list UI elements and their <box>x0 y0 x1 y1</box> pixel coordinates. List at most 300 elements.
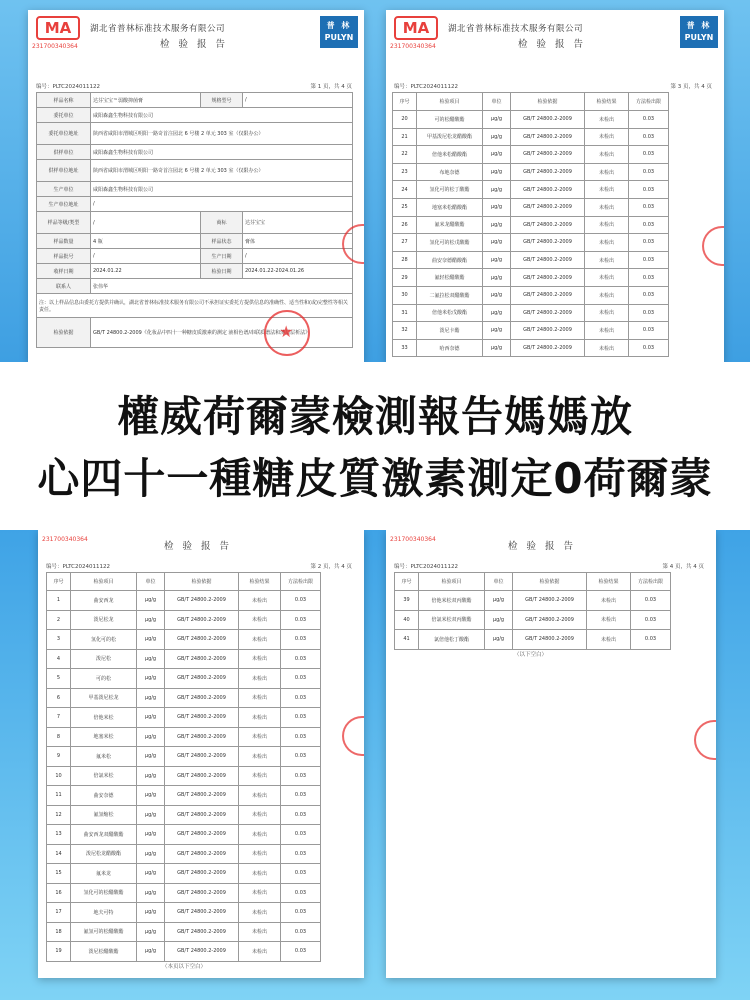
table-cell: μg/g <box>137 844 165 864</box>
table-cell: 0.03 <box>281 610 321 630</box>
table-cell: 氢化可的松醋酸酯 <box>71 883 137 903</box>
table-cell: 未检出 <box>239 747 281 767</box>
table-cell: 二氟拉松双醋酸酯 <box>417 286 483 304</box>
table-cell: GB/T 24800.2-2009 <box>165 864 239 884</box>
info-label: 供样单位 <box>37 145 91 160</box>
table-row <box>47 883 321 903</box>
column-header: 方法检出限 <box>631 573 671 591</box>
table-cell: 未检出 <box>585 234 629 252</box>
column-header: 序号 <box>47 573 71 591</box>
table-cell: 氯倍他松丁酸酯 <box>419 630 485 650</box>
info-value: 膏体 <box>243 234 353 249</box>
table-cell: 18 <box>47 922 71 942</box>
table-cell: 23 <box>393 163 417 181</box>
report-page-3 <box>386 10 724 362</box>
table-cell: 未检出 <box>587 610 631 630</box>
report-number: 编号：PLTC2024011122 <box>36 84 100 90</box>
column-header: 序号 <box>393 93 417 111</box>
table-cell: 未检出 <box>239 844 281 864</box>
info-value: / <box>91 212 201 234</box>
table-cell: 未检出 <box>585 216 629 234</box>
table-cell: GB/T 24800.2-2009 <box>165 883 239 903</box>
table-cell: 0.03 <box>629 163 669 181</box>
table-cell: 氢化可的松戊酸酯 <box>417 234 483 252</box>
table-row <box>47 864 321 884</box>
table-cell: μg/g <box>137 942 165 962</box>
info-value: 2024.01.22 <box>91 264 201 279</box>
table-row <box>47 708 321 728</box>
table-cell: 倍氯米松双丙酸酯 <box>419 610 485 630</box>
table-cell: 22 <box>393 146 417 164</box>
table-cell: 0.03 <box>281 844 321 864</box>
table-row <box>47 630 321 650</box>
table-cell: 氟氢缩松 <box>71 805 137 825</box>
table-cell: 31 <box>393 304 417 322</box>
report-number: 编号：PLTC2024011122 <box>394 564 458 570</box>
table-cell: 氟米松 <box>71 747 137 767</box>
info-label: 样品等级/类型 <box>37 212 91 234</box>
column-header: 检验依据 <box>511 93 585 111</box>
table-cell: 32 <box>393 322 417 340</box>
table-cell: 曲安西龙 <box>71 591 137 611</box>
table-cell: GB/T 24800.2-2009 <box>511 234 585 252</box>
info-label: 委托单位 <box>37 108 91 123</box>
table-cell: 泼尼松龙 <box>71 610 137 630</box>
table-cell: 泼尼松 <box>71 649 137 669</box>
info-value: / <box>243 249 353 264</box>
table-cell: 曲安西龙双醋酸酯 <box>71 825 137 845</box>
headline-line-2: 心四十一種糖皮質激素測定0荷爾蒙 <box>37 454 713 503</box>
table-cell: 21 <box>393 128 417 146</box>
table-cell: 倍他米松双丙酸酯 <box>419 591 485 611</box>
info-label: 收样日期 <box>37 264 91 279</box>
table-cell: 0.03 <box>281 747 321 767</box>
table-cell: 0.03 <box>629 286 669 304</box>
table-cell: 氟米龙 <box>71 864 137 884</box>
table-row <box>47 766 321 786</box>
table-cell: 未检出 <box>585 111 629 129</box>
table-cell: 氢化可的松 <box>71 630 137 650</box>
table-cell: GB/T 24800.2-2009 <box>511 146 585 164</box>
table-cell: GB/T 24800.2-2009 <box>165 942 239 962</box>
table-cell: GB/T 24800.2-2009 <box>165 825 239 845</box>
table-cell: 0.03 <box>629 304 669 322</box>
table-cell: 氟米龙醋酸酯 <box>417 216 483 234</box>
table-row <box>393 111 669 129</box>
info-value: / <box>91 197 353 212</box>
table-cell: 0.03 <box>281 864 321 884</box>
table-cell: 未检出 <box>239 727 281 747</box>
table-cell: 未检出 <box>585 286 629 304</box>
table-cell: GB/T 24800.2-2009 <box>511 181 585 199</box>
table-cell: 24 <box>393 181 417 199</box>
table-cell: 0.03 <box>281 883 321 903</box>
table-row <box>393 198 669 216</box>
table-cell: 未检出 <box>585 128 629 146</box>
column-header: 检验项目 <box>417 93 483 111</box>
table-cell: GB/T 24800.2-2009 <box>165 649 239 669</box>
table-row <box>47 942 321 962</box>
table-cell: 泼尼松龙醋酸酯 <box>71 844 137 864</box>
table-cell: 未检出 <box>239 903 281 923</box>
info-row <box>37 249 353 264</box>
table-cell: μg/g <box>483 111 511 129</box>
table-row <box>47 649 321 669</box>
info-label: 委托单位地址 <box>37 123 91 145</box>
table-row <box>47 903 321 923</box>
info-value: / <box>243 93 353 108</box>
report-page-2 <box>38 530 364 978</box>
table-cell: 泼尼卡酯 <box>417 322 483 340</box>
disclaimer-note: 注：以上样品信息由委托方提供并确认，湖北省普林标准技术服务有限公司不承担证实委托方提供信息的准确性、适当性和(或)完整性等相关责任。 <box>37 294 353 318</box>
table-cell: 0.03 <box>281 630 321 650</box>
table-cell: GB/T 24800.2-2009 <box>511 128 585 146</box>
table-row <box>393 181 669 199</box>
table-cell: 1 <box>47 591 71 611</box>
table-cell: μg/g <box>137 747 165 767</box>
table-row <box>395 610 671 630</box>
info-value: 达芬宝宝 <box>243 212 353 234</box>
table-cell: 33 <box>393 339 417 357</box>
table-cell: μg/g <box>137 688 165 708</box>
table-cell: 0.03 <box>281 669 321 689</box>
ma-code: 231700340364 <box>32 43 78 50</box>
basis-label: 检验依据 <box>37 318 91 348</box>
report-title: 检 验 报 告 <box>518 39 587 50</box>
table-cell: 未检出 <box>585 304 629 322</box>
column-header: 方法检出限 <box>281 573 321 591</box>
table-cell: μg/g <box>483 163 511 181</box>
info-row <box>37 123 353 145</box>
table-cell: 0.03 <box>629 251 669 269</box>
table-cell: 未检出 <box>239 922 281 942</box>
results-table-page-2 <box>46 572 321 962</box>
ma-code: 231700340364 <box>42 536 88 543</box>
column-header: 检验项目 <box>71 573 137 591</box>
table-cell: 未检出 <box>585 269 629 287</box>
page-number: 第 3 页，共 4 页 <box>670 84 712 90</box>
table-cell: 8 <box>47 727 71 747</box>
info-label: 样品批号 <box>37 249 91 264</box>
table-row <box>393 234 669 252</box>
table-cell: 未检出 <box>585 251 629 269</box>
column-header: 检验结果 <box>239 573 281 591</box>
info-value: 张伟华 <box>91 279 353 294</box>
table-cell: 0.03 <box>281 727 321 747</box>
page-number: 第 2 页，共 4 页 <box>310 564 352 570</box>
table-cell: μg/g <box>137 805 165 825</box>
table-cell: 未检出 <box>239 610 281 630</box>
table-cell: GB/T 24800.2-2009 <box>165 610 239 630</box>
table-cell: GB/T 24800.2-2009 <box>513 610 587 630</box>
basis-value: GB/T 24800.2-2009《化妆品中四十一种糖皮质激素的测定 液相色谱/串联质谱法和薄层层析法》 <box>91 318 353 348</box>
headline-line-1: 權威荷爾蒙檢測報告媽媽放 <box>116 392 633 441</box>
page-number: 第 1 页，共 4 页 <box>310 84 352 90</box>
table-cell: 甲基泼尼松龙醋酸酯 <box>417 128 483 146</box>
results-table-page-4 <box>394 572 671 650</box>
info-label: 样品状态 <box>201 234 243 249</box>
table-cell: 0.03 <box>281 922 321 942</box>
table-cell: 0.03 <box>631 591 671 611</box>
red-seal-icon <box>264 310 310 356</box>
end-of-page-note: （本页以下空白） <box>162 964 207 970</box>
table-cell: 未检出 <box>587 591 631 611</box>
results-table-page-3 <box>392 92 669 357</box>
table-cell: GB/T 24800.2-2009 <box>513 630 587 650</box>
ma-certification-logo: MA <box>394 16 438 40</box>
report-title: 检 验 报 告 <box>164 541 233 552</box>
table-cell: 未检出 <box>585 198 629 216</box>
table-cell: μg/g <box>137 591 165 611</box>
table-cell: GB/T 24800.2-2009 <box>511 251 585 269</box>
table-row <box>395 630 671 650</box>
table-cell: 甲基泼尼松龙 <box>71 688 137 708</box>
table-cell: 16 <box>47 883 71 903</box>
table-cell: μg/g <box>483 234 511 252</box>
table-cell: μg/g <box>137 825 165 845</box>
sample-info-table <box>36 92 353 348</box>
report-page-1 <box>28 10 364 362</box>
table-row <box>393 163 669 181</box>
table-cell: 氟氢可的松醋酸酯 <box>71 922 137 942</box>
column-header: 单位 <box>483 93 511 111</box>
table-cell: GB/T 24800.2-2009 <box>511 304 585 322</box>
table-cell: 0.03 <box>631 610 671 630</box>
table-cell: μg/g <box>137 766 165 786</box>
end-of-page-note: （以下空白） <box>514 652 548 658</box>
info-label: 商标 <box>201 212 243 234</box>
table-cell: μg/g <box>483 339 511 357</box>
report-title: 检 验 报 告 <box>508 541 577 552</box>
table-cell: 未检出 <box>239 864 281 884</box>
table-cell: 0.03 <box>281 649 321 669</box>
pulyn-logo <box>680 16 718 48</box>
table-cell: 地塞米松 <box>71 727 137 747</box>
table-cell: 0.03 <box>629 128 669 146</box>
table-cell: 20 <box>393 111 417 129</box>
table-cell: 0.03 <box>281 708 321 728</box>
info-value: 达芬宝宝™弱酸抑菌膏 <box>91 93 201 108</box>
table-cell: μg/g <box>137 883 165 903</box>
table-cell: 曲安奈德 <box>71 786 137 806</box>
table-cell: 未检出 <box>239 630 281 650</box>
info-value: 4 瓶 <box>91 234 201 249</box>
company-name: 湖北省普林标准技术服务有限公司 <box>90 24 226 34</box>
table-cell: 氢化可的松丁酸酯 <box>417 181 483 199</box>
table-header-row <box>395 573 671 591</box>
info-label: 生产日期 <box>201 249 243 264</box>
table-cell: 19 <box>47 942 71 962</box>
column-header: 单位 <box>485 573 513 591</box>
report-title: 检 验 报 告 <box>160 39 229 50</box>
table-cell: GB/T 24800.2-2009 <box>511 286 585 304</box>
table-cell: GB/T 24800.2-2009 <box>165 591 239 611</box>
table-cell: μg/g <box>483 304 511 322</box>
table-cell: 17 <box>47 903 71 923</box>
table-cell: μg/g <box>485 630 513 650</box>
table-cell: μg/g <box>483 181 511 199</box>
table-cell: GB/T 24800.2-2009 <box>165 922 239 942</box>
table-row <box>393 146 669 164</box>
table-cell: 未检出 <box>585 146 629 164</box>
table-cell: 40 <box>395 610 419 630</box>
column-header: 序号 <box>395 573 419 591</box>
table-row <box>393 339 669 357</box>
table-row <box>47 688 321 708</box>
table-cell: μg/g <box>137 864 165 884</box>
table-cell: 地塞米松醋酸酯 <box>417 198 483 216</box>
table-cell: μg/g <box>483 216 511 234</box>
info-value: 咸阳森鑫生物科技有限公司 <box>91 108 353 123</box>
report-page-4 <box>386 530 716 978</box>
table-cell: GB/T 24800.2-2009 <box>165 688 239 708</box>
info-label: 样品名称 <box>37 93 91 108</box>
table-cell: 0.03 <box>629 146 669 164</box>
table-cell: GB/T 24800.2-2009 <box>513 591 587 611</box>
info-label: 生产单位 <box>37 182 91 197</box>
table-cell: 氟轻松醋酸酯 <box>417 269 483 287</box>
table-cell: GB/T 24800.2-2009 <box>511 111 585 129</box>
info-value: 咸阳森鑫生物科技有限公司 <box>91 145 353 160</box>
table-cell: 未检出 <box>239 766 281 786</box>
info-row <box>37 264 353 279</box>
table-cell: 未检出 <box>239 942 281 962</box>
table-cell: 倍氯米松 <box>71 766 137 786</box>
table-cell: GB/T 24800.2-2009 <box>511 269 585 287</box>
info-label: 联系人 <box>37 279 91 294</box>
column-header: 检验结果 <box>585 93 629 111</box>
table-cell: 倍他米松醋酸酯 <box>417 146 483 164</box>
table-row <box>393 286 669 304</box>
table-row <box>47 591 321 611</box>
info-row <box>37 182 353 197</box>
table-cell: GB/T 24800.2-2009 <box>165 747 239 767</box>
table-cell: 0.03 <box>281 688 321 708</box>
brand-en: PULYN <box>684 33 714 42</box>
table-cell: μg/g <box>137 630 165 650</box>
table-cell: μg/g <box>137 727 165 747</box>
table-cell: 可的松醋酸酯 <box>417 111 483 129</box>
table-cell: 可的松 <box>71 669 137 689</box>
table-cell: μg/g <box>137 610 165 630</box>
table-cell: 0.03 <box>281 766 321 786</box>
table-cell: 曲安奈德醋酸酯 <box>417 251 483 269</box>
column-header: 单位 <box>137 573 165 591</box>
info-row <box>37 279 353 294</box>
column-header: 检验依据 <box>513 573 587 591</box>
column-header: 检验结果 <box>587 573 631 591</box>
table-cell: 未检出 <box>239 708 281 728</box>
table-cell: 未检出 <box>587 630 631 650</box>
note-row <box>37 294 353 318</box>
table-cell: 0.03 <box>629 234 669 252</box>
table-cell: 0.03 <box>281 903 321 923</box>
ma-code: 231700340364 <box>390 43 436 50</box>
info-label: 供样单位地址 <box>37 160 91 182</box>
table-cell: μg/g <box>137 903 165 923</box>
pulyn-logo <box>320 16 358 48</box>
table-cell: μg/g <box>483 322 511 340</box>
table-cell: 0.03 <box>281 591 321 611</box>
table-row <box>47 844 321 864</box>
table-cell: μg/g <box>485 591 513 611</box>
ma-code: 231700340364 <box>390 536 436 543</box>
report-number: 编号：PLTC2024011122 <box>46 564 110 570</box>
table-cell: 未检出 <box>239 669 281 689</box>
info-row <box>37 93 353 108</box>
table-row <box>47 727 321 747</box>
table-row <box>393 251 669 269</box>
info-label: 规格型号 <box>201 93 243 108</box>
column-header: 检验依据 <box>165 573 239 591</box>
info-value: 咸阳森鑫生物科技有限公司 <box>91 182 353 197</box>
table-cell: GB/T 24800.2-2009 <box>511 163 585 181</box>
info-row <box>37 145 353 160</box>
table-cell: GB/T 24800.2-2009 <box>165 766 239 786</box>
table-cell: μg/g <box>137 786 165 806</box>
table-cell: 哈西奈德 <box>417 339 483 357</box>
ma-certification-logo: MA <box>36 16 80 40</box>
table-cell: 5 <box>47 669 71 689</box>
table-cell: 地夫可特 <box>71 903 137 923</box>
table-cell: GB/T 24800.2-2009 <box>511 216 585 234</box>
info-label: 检验日期 <box>201 264 243 279</box>
table-cell: 泼尼松醋酸酯 <box>71 942 137 962</box>
table-header-row <box>393 93 669 111</box>
table-cell: 倍他米松 <box>71 708 137 728</box>
table-row <box>393 128 669 146</box>
column-header: 方法检出限 <box>629 93 669 111</box>
table-cell: 13 <box>47 825 71 845</box>
table-cell: μg/g <box>483 251 511 269</box>
edge-seal-icon <box>694 720 716 760</box>
table-cell: 0.03 <box>631 630 671 650</box>
info-row <box>37 212 353 234</box>
table-row <box>47 786 321 806</box>
table-cell: 30 <box>393 286 417 304</box>
table-cell: 4 <box>47 649 71 669</box>
table-cell: μg/g <box>137 649 165 669</box>
table-cell: 0.03 <box>281 942 321 962</box>
table-row <box>47 805 321 825</box>
table-cell: 39 <box>395 591 419 611</box>
table-cell: 未检出 <box>239 649 281 669</box>
table-cell: μg/g <box>483 269 511 287</box>
table-cell: 未检出 <box>239 591 281 611</box>
table-cell: 25 <box>393 198 417 216</box>
info-row <box>37 160 353 182</box>
table-cell: 0.03 <box>629 216 669 234</box>
table-cell: 未检出 <box>585 163 629 181</box>
info-row <box>37 234 353 249</box>
table-cell: 布地奈德 <box>417 163 483 181</box>
table-cell: 7 <box>47 708 71 728</box>
table-cell: 15 <box>47 864 71 884</box>
table-cell: 未检出 <box>585 339 629 357</box>
table-cell: 14 <box>47 844 71 864</box>
table-cell: 27 <box>393 234 417 252</box>
table-cell: 26 <box>393 216 417 234</box>
table-cell: μg/g <box>483 198 511 216</box>
column-header: 检验项目 <box>419 573 485 591</box>
table-row <box>47 610 321 630</box>
info-value: 陕西省咸阳市渭城区明阳一路奇首注园北 6 号楼 2 单元 303 室（仅限办公） <box>91 123 353 145</box>
table-cell: 未检出 <box>239 883 281 903</box>
table-row <box>393 322 669 340</box>
report-number: 编号：PLTC2024011122 <box>394 84 458 90</box>
table-cell: GB/T 24800.2-2009 <box>165 727 239 747</box>
table-cell: 0.03 <box>281 805 321 825</box>
